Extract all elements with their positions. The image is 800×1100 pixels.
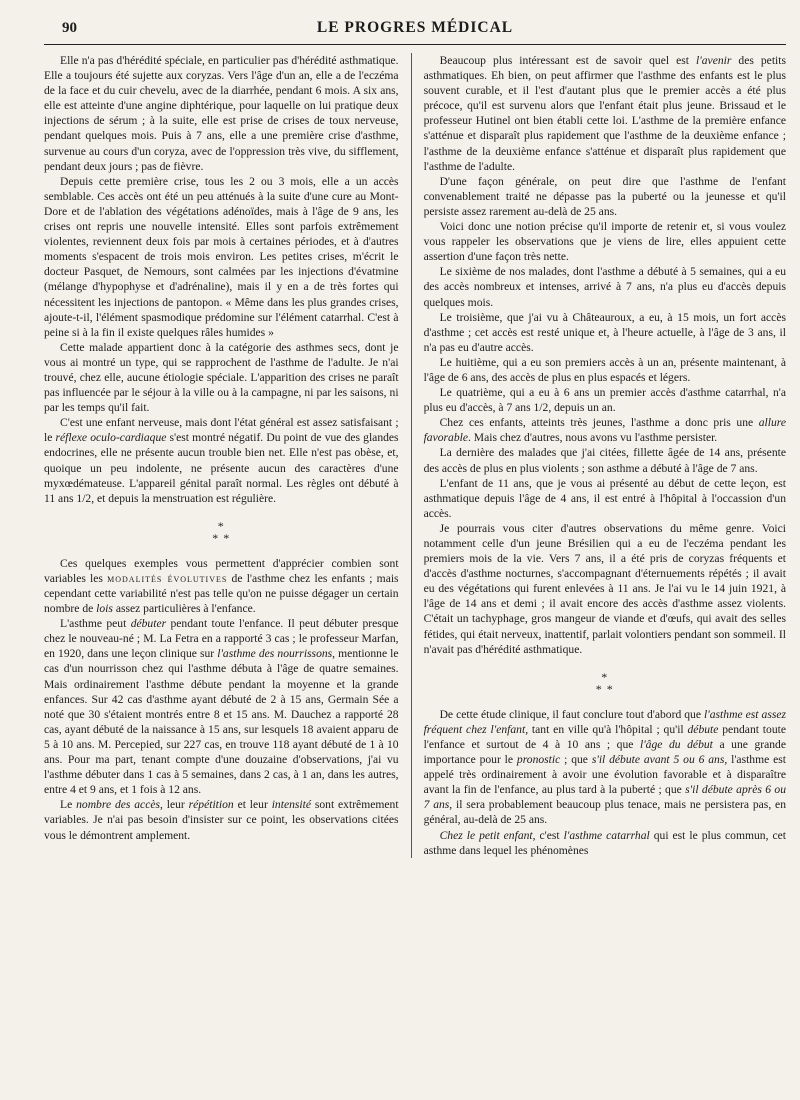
paragraph: Le sixième de nos malades, dont l'asthme a débuté à 5 semaines, qui a eu des accès nombreux et intenses, arrivé à 7 ans, n'a plus eu d'accès depuis quelques mois. bbox=[423, 265, 786, 309]
paragraph: C'est une enfant nerveuse, mais dont l'état général est assez satisfaisant ; le réflexe oculo-cardiaque s'est montré négatif. Du point de vue des glandes endocrines, elle ne présente aucun trouble bien net. Elle n'est pas obèse, et, quoique un peu indolente, ne présente aucun des caractères d'une myxœdémateuse. L'appareil génital paraît normal. Les règles ont débuté à 11 ans 1/2, et depuis la menstruation est régulière. bbox=[44, 416, 399, 505]
text-columns bbox=[44, 53, 786, 858]
section-separator: * * * bbox=[212, 518, 231, 545]
paragraph: Le nombre des accès, leur répétition et leur intensité sont extrêmement variables. Je n'ai pas besoin d'insister sur ce point, les observations citées vous le démontrent amplement. bbox=[44, 798, 399, 842]
paragraph: Le troisième, que j'ai vu à Châteauroux, a eu, à 15 mois, un fort accès d'asthme ; cet accès est resté unique et, à l'heure actuelle, à l'âge de 3 ans, il n'a pas eu d'autre accès. bbox=[423, 310, 786, 354]
paragraph: Le huitième, qui a eu son premiers accès à un an, présente maintenant, à l'âge de 6 ans, des accès de plus en plus espacés et légers. bbox=[423, 355, 786, 384]
paragraph: D'une façon générale, on peut dire que l'asthme de l'enfant convenablement traité ne dépasse pas la puberté ou la jeunesse et qu'il persiste assez rarement au-delà de 25 ans. bbox=[423, 174, 786, 218]
paragraph: Beaucoup plus intéressant est de savoir quel est l'avenir des petits asthmatiques. Eh bien, on peut affirmer que l'asthme des enfants est le plus souvent curable, et il l'est d'autant plus que le premier accès a été plus précoce, qu'il est survenu alors que l'enfant était plus jeune. Brissaud et le professeur Hutinel ont bien établi cette loi. L'asthme de la première enfance s'atténue et disparaît plus rapidement que l'asthme de la deuxième enfance ; l'asthme de la deuxième enfance s'atténue et disparaît plus rapidement que l'asthme de l'adulte. bbox=[423, 54, 787, 173]
paragraph: Ces quelques exemples vous permettent d'apprécier combien sont variables les modalités évolutives de l'asthme chez les enfants ; mais cependant cette variabilité n'est pas telle qu'on ne puisse dégager un certain nombre de lois assez particulières à l'enfance. bbox=[44, 556, 399, 616]
section-separator: * * * bbox=[595, 669, 614, 696]
paragraph: Chez le petit enfant, c'est l'asthme catarrhal qui est le plus commun, cet asthme dans lequel les phénomènes bbox=[423, 828, 786, 857]
paragraph: L'asthme peut débuter pendant toute l'enfance. Il peut débuter presque chez le nouveau-né ; M. La Fetra en a rapporté 3 cas ; le professeur Marfan, en 1920, dans une leçon clinique sur l'asthme des nourrissons, mentionne le cas d'un nourrisson chez qui l'asthme débuta à l'âge de quatre semaines. Mais ordinairement l'asthme débute pendant la moyenne et la grande enfances. Sur 42 cas d'asthme ayant débuté de 2 à 15 ans, Germain Sée a noté que 30 s'étaient montrés entre 8 et 15 ans. M. Dauchez a rapporté 28 cas, ayant débuté de la naissance à 15 ans, sur lesquels 18 avaient apparu de 5 à 10 ans. M. Percepied, sur 227 cas, en trouve 118 ayant débuté de 1 à 10 ans. Pour ma part, tenant compte d'une douzaine d'observations, j'ai vu l'asthme débuter dans 1 cas à 5 semaines, dans 2 cas, à 1 an, dans les autres, entre 4 et 9 ans, et 1 fois à 12 ans. bbox=[44, 617, 399, 797]
paragraph: Cette malade appartient donc à la catégorie des asthmes secs, dont je vous ai montré un type, qui se rapprochent de l'asthme de l'adulte. Je n'ai trouvé, chez elle, aucune étiologie spéciale. L'apparition des crises ne paraît pas influencée par le séjour à la ville ou à la campagne, ni par les saisons, ni par les temps qu'il fait. bbox=[44, 340, 399, 415]
paragraph: Depuis cette première crise, tous les 2 ou 3 mois, elle a un accès semblable. Ces accès ont été un peu atténués à la suite d'une cure au Mont-Dore et de l'ablation des végétations adénoïdes, mais à l'âge de 9 ans, les crises ont repris une nouvelle intensité. Elles sont parfois extrêmement violentes, reviennent deux fois par mois à certaines périodes, et à d'autres moments s'espacent de trois mois environ. Les petites crises, m'écrit le docteur Pasquet, de Nemours, sont calmées par les injections d'évatmine (mélange d'hypophyse et d'adrénaline), mais il y en a de très fortes qui nécessitent les injections de pantopon. « Même dans les plus grandes crises, ajoute-t-il, l'élément spasmodique prédomine sur l'élément catarrhal. C'est à peine si à la fin il existe quelques râles humides » bbox=[44, 174, 399, 339]
paragraph: La dernière des malades que j'ai citées, fillette âgée de 14 ans, présente des accès de plus en plus violents ; son asthme a débuté à l'âge de 7 ans. bbox=[423, 446, 786, 475]
right-column bbox=[412, 53, 786, 858]
paragraph: Voici donc une notion précise qu'il importe de retenir et, si vous voulez vous rappeler les observations que je viens de lire, elles appuient cette assertion d'une façon très nette. bbox=[423, 220, 786, 264]
paragraph: De cette étude clinique, il faut conclure tout d'abord que l'asthme est assez fréquent chez l'enfant, tant en ville qu'à l'hôpital ; qu'il débute pendant toute l'enfance et surtout de 4 à 10 ans ; que l'âge du début a une grande importance pour le pronostic ; que s'il débute avant 5 ou 6 ans, l'asthme est appelé très ordinairement à avoir une évolution favorable et à disparaître avant la fin de l'enfance, au plus tard à la puberté ; que s'il débute après 6 ou 7 ans, il sera probablement beaucoup plus tenace, mais ne persistera pas, en général, au-delà de 25 ans. bbox=[423, 707, 787, 827]
page-header bbox=[44, 18, 786, 45]
left-column bbox=[44, 53, 412, 858]
paragraph: Chez ces enfants, atteints très jeunes, l'asthme a donc pris une allure favorable. Mais chez d'autres, nous avons vu l'asthme persister. bbox=[423, 416, 786, 445]
paragraph: L'enfant de 11 ans, que je vous ai présenté au début de cette leçon, est asthmatique depuis l'âge de 4 ans, il est entré à l'hôpital à l'occassion d'un accès. bbox=[423, 476, 786, 520]
page-number: 90 bbox=[62, 20, 77, 36]
paragraph: Je pourrais vous citer d'autres observations du même genre. Voici notamment celle d'un jeune Brésilien qui a eu de l'eczéma pendant les premiers mois de la vie. Vers 7 ans, il a été pris de coryzas fréquents et d'accès d'asthme nocturnes, s'accompagnant d'éternuements répétés ; il avait eu des végétations qui furent enlevées à 11 ans. Je l'ai vu le 14 juin 1921, à l'âge de 14 ans et demi ; il avait encore des accès d'asthme assez violents. C'était un tachyphage, gros mangeur de viande et d'œufs, qui avait des selles fétides, qui était nerveux, inattentif, parlait volontiers pendant son sommeil. Il n'avait pas d'hérédité asthmatique. bbox=[423, 521, 786, 656]
paragraph: Le quatrième, qui a eu à 6 ans un premier accès d'asthme catarrhal, n'a plus eu d'accès, à 7 ans 1/2, depuis un an. bbox=[423, 386, 786, 415]
paragraph: Elle n'a pas d'hérédité spéciale, en particulier pas d'hérédité asthmatique. Elle a toujours été sujette aux coryzas. Vers l'âge d'un an, elle a de l'eczéma de la face et du cuir chevelu, avec de la diarrhée, pendant 6 mois. A six ans, elle est atteinte d'une angine diphtérique, pour laquelle on lui pratique deux injections de sérum ; à la suite, elle est prise de crises de toux nerveuse, pendant quelques mois. Puis à 7 ans, elle a une première crise d'asthme, survenue au cours d'un coryza, avec de l'oppression très vive, du sifflement, pendant deux jours ; pas de fièvre. bbox=[44, 54, 399, 173]
running-title: LE PROGRES MÉDICAL bbox=[316, 19, 514, 36]
